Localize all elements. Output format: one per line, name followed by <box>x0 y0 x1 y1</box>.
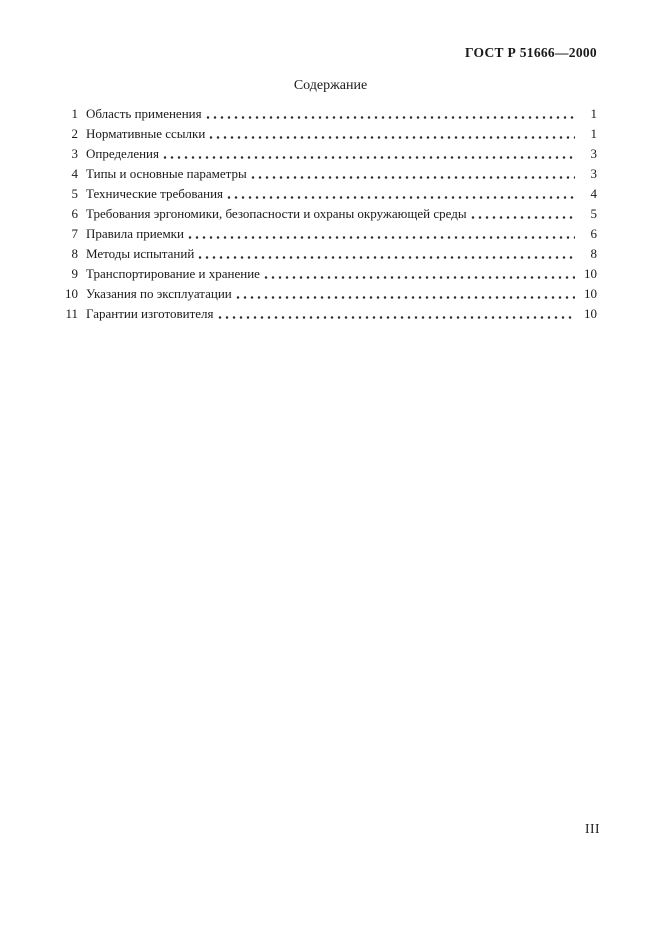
toc-item-page: 8 <box>590 246 597 261</box>
dot-leader <box>188 224 575 244</box>
toc-item-label: Указания по эксплуатации <box>86 286 232 301</box>
toc-item-number: 1 <box>71 106 78 121</box>
toc-item-number: 3 <box>71 146 78 161</box>
toc-row <box>56 284 597 304</box>
toc-row <box>56 224 597 244</box>
toc-row <box>56 264 597 284</box>
toc-item-label: Типы и основные параметры <box>86 166 247 181</box>
toc-item-page: 5 <box>590 206 597 221</box>
dot-leader <box>227 184 575 204</box>
toc-item-page: 10 <box>584 306 597 321</box>
toc-row <box>56 104 597 124</box>
dot-leader <box>163 144 575 164</box>
toc-item-page: 3 <box>590 166 597 181</box>
toc-item-page: 10 <box>584 286 597 301</box>
toc-row <box>56 124 597 144</box>
toc-item-number: 9 <box>71 266 78 281</box>
dot-leader <box>218 304 576 324</box>
toc-item-label: Требования эргономики, безопасности и охраны окружающей среды <box>86 206 467 221</box>
toc-item-number: 4 <box>71 166 78 181</box>
dot-leader <box>471 204 575 224</box>
dot-leader <box>264 264 575 284</box>
toc-item-number: 5 <box>71 186 78 201</box>
dot-leader <box>206 104 575 124</box>
dot-leader <box>251 164 575 184</box>
toc-row <box>56 244 597 264</box>
toc-item-label: Область применения <box>86 106 202 121</box>
toc-item-page: 1 <box>590 126 597 141</box>
toc-item-label: Транспортирование и хранение <box>86 266 260 281</box>
toc-item-label: Методы испытаний <box>86 246 195 261</box>
dot-leader <box>198 244 575 264</box>
toc-item-number: 6 <box>71 206 78 221</box>
toc-item-page: 3 <box>590 146 597 161</box>
document-designation: ГОСТ Р 51666—2000 <box>464 45 597 60</box>
page-title: Содержание <box>293 78 368 93</box>
folio-page-number: III <box>585 821 600 836</box>
toc-row <box>56 184 597 204</box>
toc-item-label: Правила приемки <box>86 226 184 241</box>
toc-item-number: 11 <box>65 306 78 321</box>
toc-item-label: Гарантии изготовителя <box>86 306 214 321</box>
dot-leader <box>236 284 575 304</box>
toc-item-number: 2 <box>71 126 78 141</box>
toc-row <box>56 164 597 184</box>
toc-item-label: Технические требования <box>86 186 224 201</box>
toc-item-number: 8 <box>71 246 78 261</box>
dot-leader <box>209 124 575 144</box>
toc-row <box>56 304 597 324</box>
toc-item-number: 7 <box>71 226 78 241</box>
toc-item-page: 4 <box>590 186 597 201</box>
toc-row <box>56 144 597 164</box>
toc-item-page: 1 <box>590 106 597 121</box>
toc-item-label: Определения <box>86 146 159 161</box>
table-of-contents <box>56 104 597 324</box>
toc-item-page: 6 <box>590 226 597 241</box>
toc-item-number: 10 <box>65 286 78 301</box>
toc-item-page: 10 <box>584 266 597 281</box>
toc-item-label: Нормативные ссылки <box>86 126 206 141</box>
toc-row <box>56 204 597 224</box>
